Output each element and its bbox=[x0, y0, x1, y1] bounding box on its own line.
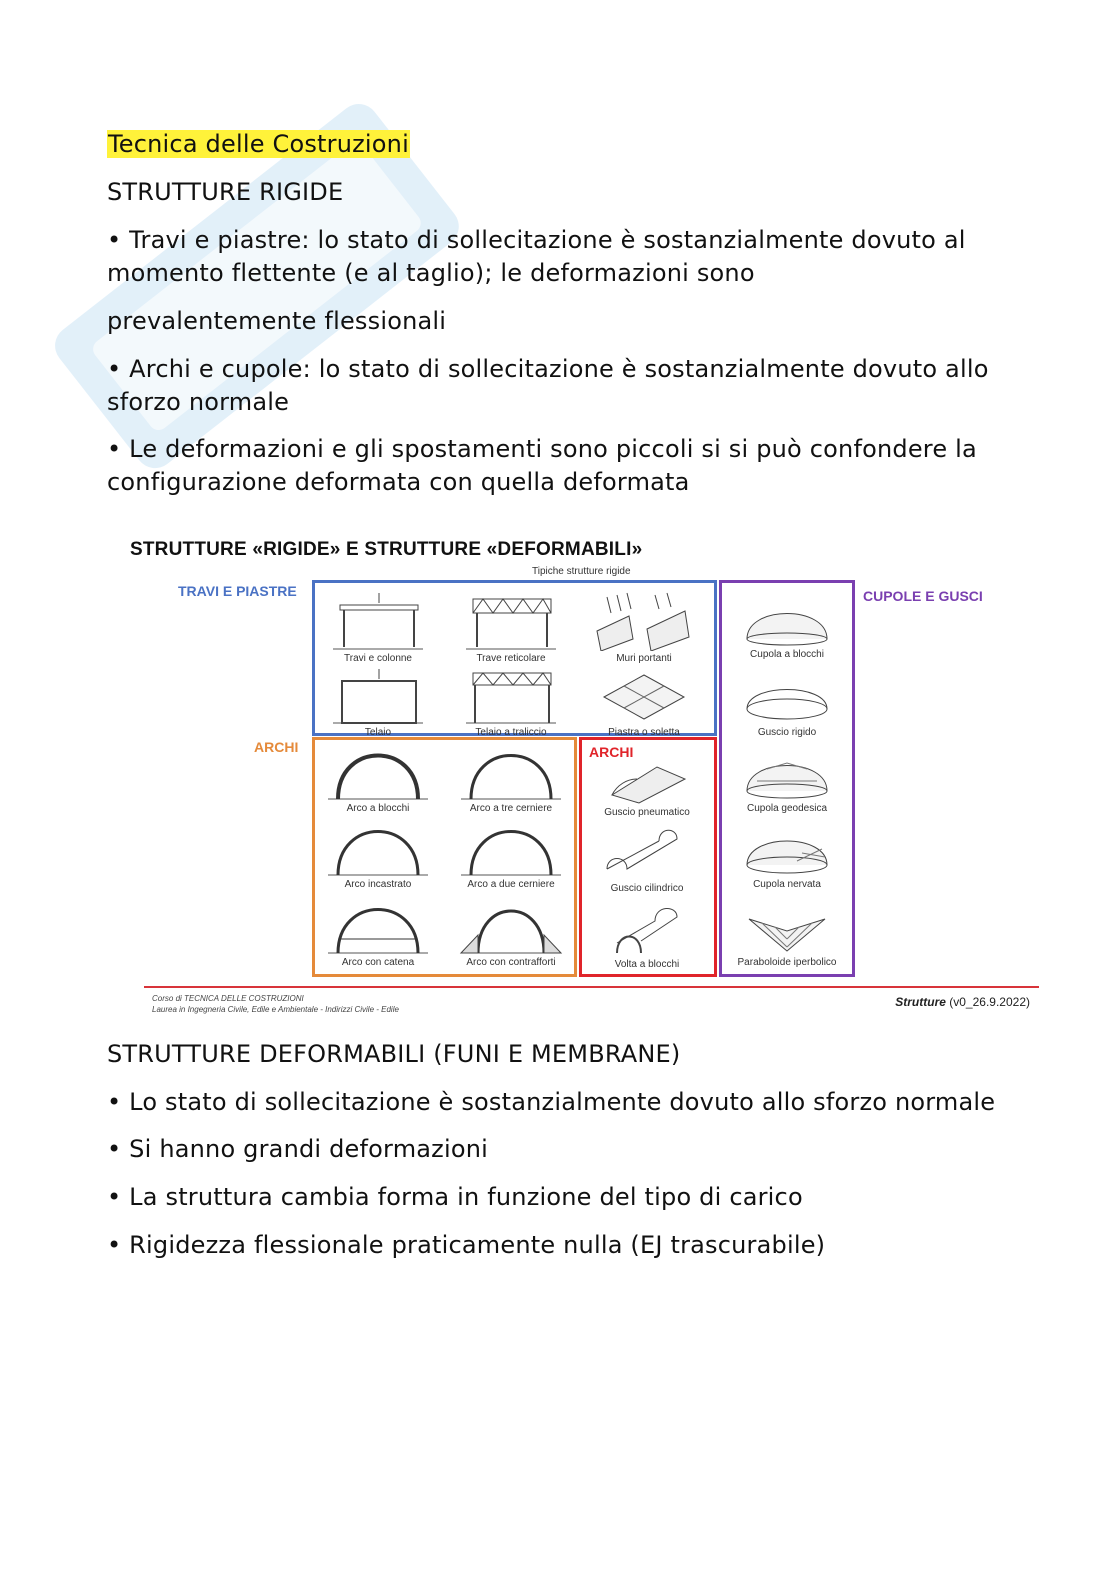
arch-icon bbox=[456, 741, 566, 801]
cell-travi bbox=[318, 669, 438, 738]
cell-guscio bbox=[587, 901, 707, 970]
truss-frame-icon bbox=[461, 669, 561, 725]
vault-icon bbox=[597, 901, 697, 957]
cell-arco bbox=[451, 741, 571, 814]
cell-label: Cupola a blocchi bbox=[750, 649, 824, 660]
cell-label: Guscio pneumatico bbox=[604, 807, 690, 818]
course-title: Tecnica delle Costruzioni bbox=[108, 130, 409, 158]
cell-travi bbox=[584, 669, 704, 738]
bullet-text: • Le deformazioni e gli spostamenti sono piccoli si si può confondere la configurazione deformata con quella deformata bbox=[107, 435, 977, 496]
arch-icon bbox=[323, 895, 433, 955]
truss-icon bbox=[461, 591, 561, 651]
bullet-text: • La struttura cambia forma in funzione del tipo di carico bbox=[107, 1183, 803, 1211]
cell-arco bbox=[451, 817, 571, 890]
cell-label: Arco a blocchi bbox=[346, 803, 410, 814]
arch-icon bbox=[323, 817, 433, 877]
bullet-text: prevalentemente flessionali bbox=[107, 307, 447, 335]
structures-figure bbox=[122, 533, 1040, 1018]
cylinder-shell-icon bbox=[597, 825, 697, 881]
slab-icon bbox=[594, 669, 694, 725]
shell-icon bbox=[597, 757, 697, 805]
cell-arco bbox=[451, 895, 571, 968]
group-label-archi: ARCHI bbox=[254, 739, 299, 755]
geodesic-dome-icon bbox=[737, 755, 837, 801]
cell-label: Volta a blocchi bbox=[614, 959, 680, 970]
cell-label: Arco a tre cerniere bbox=[469, 803, 553, 814]
figure-subtitle: Tipiche strutture rigide bbox=[532, 566, 631, 577]
frame-icon bbox=[328, 591, 428, 651]
section-title-rigid: STRUTTURE RIGIDE bbox=[107, 178, 344, 206]
section-rigid bbox=[107, 128, 1007, 499]
cell-label: Arco con contrafforti bbox=[466, 957, 556, 968]
cell-label: Travi e colonne bbox=[344, 653, 412, 664]
cell-label: Guscio rigido bbox=[757, 727, 817, 738]
ribbed-dome-icon bbox=[737, 831, 837, 877]
arch-icon bbox=[456, 817, 566, 877]
cell-travi bbox=[584, 591, 704, 664]
cell-label: Piastra o soletta bbox=[608, 727, 680, 738]
cell-label: Guscio cilindrico bbox=[610, 883, 684, 894]
cell-arco bbox=[318, 895, 438, 968]
cell-travi bbox=[451, 591, 571, 664]
cell-cupola bbox=[727, 755, 847, 814]
footer-rule bbox=[144, 986, 1039, 988]
hyperbolic-paraboloid-icon bbox=[737, 909, 837, 955]
cell-label: Trave reticolare bbox=[476, 653, 546, 664]
cell-label: Paraboloide iperbolico bbox=[737, 957, 837, 968]
section-deformable bbox=[107, 1038, 1007, 1262]
cell-label: Arco con catena bbox=[341, 957, 415, 968]
cell-label: Arco a due cerniere bbox=[467, 879, 555, 890]
cell-label: Arco incastrato bbox=[344, 879, 412, 890]
group-label-cupole: CUPOLE E GUSCI bbox=[863, 588, 983, 604]
cell-label: Cupola nervata bbox=[753, 879, 821, 890]
cell-guscio bbox=[587, 825, 707, 894]
figure-title: STRUTTURE «RIGIDE» E STRUTTURE «DEFORMABILI» bbox=[130, 539, 643, 560]
figure-footer-left: Corso di TECNICA DELLE COSTRUZIONI Laurea in Ingegneria Civile, Edile e Ambientale - Indirizzi Civile - Edile bbox=[152, 994, 399, 1014]
cell-label: Cupola geodesica bbox=[746, 803, 828, 814]
cell-arco bbox=[318, 817, 438, 890]
group-label-archi-inner: ARCHI bbox=[589, 744, 634, 760]
bullet-text: • Rigidezza flessionale praticamente nulla (EJ trascurabile) bbox=[107, 1231, 826, 1259]
frame-icon bbox=[328, 669, 428, 725]
arch-icon bbox=[456, 895, 566, 955]
cell-arco bbox=[318, 741, 438, 814]
walls-icon bbox=[589, 591, 699, 651]
bullet-text: • Archi e cupole: lo stato di sollecitazione è sostanzialmente dovuto allo sforzo normale bbox=[107, 355, 989, 416]
dome-icon bbox=[737, 601, 837, 647]
section-title-deformable: STRUTTURE DEFORMABILI (FUNI E MEMBRANE) bbox=[107, 1040, 681, 1068]
bullet-text: • Si hanno grandi deformazioni bbox=[107, 1135, 489, 1163]
cell-cupola bbox=[727, 909, 847, 968]
cell-label: Muri portanti bbox=[616, 653, 672, 664]
cell-label: Telaio bbox=[364, 727, 392, 738]
bullet-text: • Travi e piastre: lo stato di sollecitazione è sostanzialmente dovuto al momento flettente (e al taglio); le deformazioni sono bbox=[107, 226, 966, 287]
group-label-travi: TRAVI E PIASTRE bbox=[178, 583, 297, 599]
cell-cupola bbox=[727, 831, 847, 890]
cell-cupola bbox=[727, 679, 847, 738]
dome-icon bbox=[737, 679, 837, 725]
cell-guscio bbox=[587, 757, 707, 818]
cell-travi bbox=[318, 591, 438, 664]
cell-travi bbox=[451, 669, 571, 738]
cell-cupola bbox=[727, 601, 847, 660]
arch-icon bbox=[323, 741, 433, 801]
figure-footer-right: Strutture (v0_26.9.2022) bbox=[895, 995, 1030, 1009]
cell-label: Telaio a traliccio bbox=[475, 727, 547, 738]
bullet-text: • Lo stato di sollecitazione è sostanzialmente dovuto allo sforzo normale bbox=[107, 1088, 996, 1116]
